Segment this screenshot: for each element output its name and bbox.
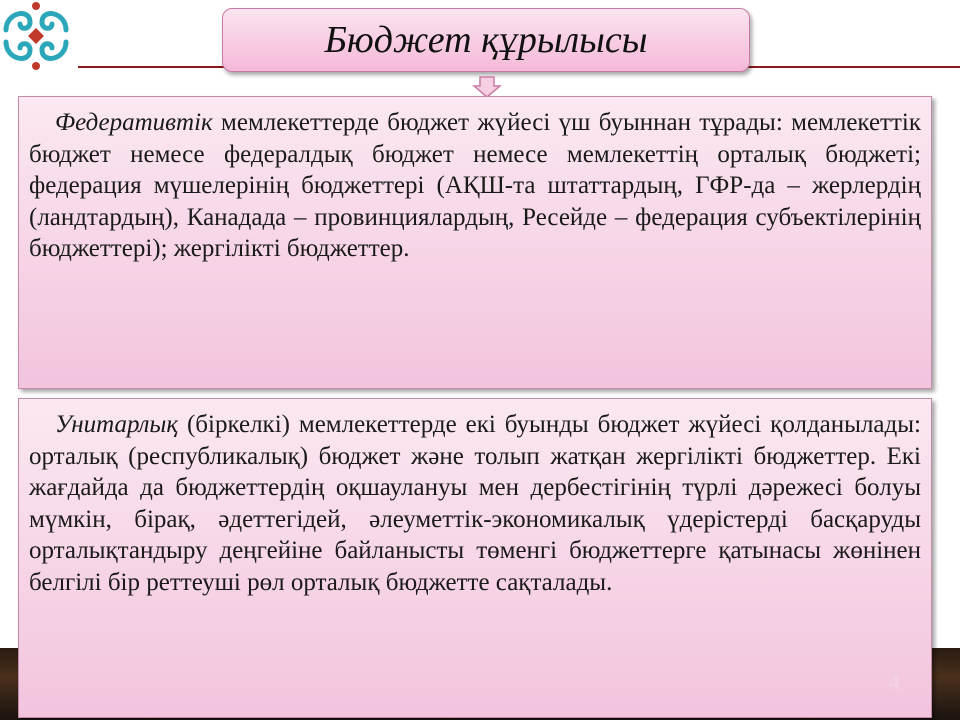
down-arrow-icon bbox=[472, 76, 502, 98]
federative-body: мемлекеттерде бюджет жүйесі үш буыннан тұрады: мемлекеттік бюджет немесе федералдық бюджет немесе мемлекеттің орталық бюджеті; федерация мүшелерінің бюджеттері (АҚШ-та штаттардың, ГФР-да – жерлердің (ландтардың), Канадада – провинциялардың, Ресейде – федерация субъектілерінің бюджеттері); жергілікті бюджеттер. bbox=[29, 109, 921, 263]
unitary-text-panel bbox=[18, 398, 932, 718]
federative-paragraph bbox=[29, 107, 921, 265]
unitary-body: (біркелкі) мемлекеттерде екі буынды бюджет жүйесі қолданылады: орталық (республикалық) бюджет және толып жатқан жергілікті бюджеттер. Екі жағдайда да бюджеттердің оқшаулануы мен дербестігінің түрлі дәрежесі болуы мүмкін, бірақ, әдеттегідей, әлеуметтік-экономикалық үдерістерді басқаруды орталықтандыру деңгейіне байланысты төменгі бюджеттерге қатынасы жөнінен белгілі бір реттеуші рөл орталық бюджетте сақталады. bbox=[29, 411, 921, 596]
federative-text-panel bbox=[18, 96, 932, 389]
federative-lead-term: Федеративтік bbox=[55, 109, 213, 136]
slide-title: Бюджет құрылысы bbox=[324, 19, 648, 61]
ornament-icon bbox=[0, 0, 72, 72]
page-number: 4 bbox=[888, 672, 900, 694]
unitary-lead-term: Унитарлық bbox=[55, 411, 179, 438]
unitary-paragraph bbox=[29, 409, 921, 599]
slide-title-box bbox=[222, 8, 750, 72]
